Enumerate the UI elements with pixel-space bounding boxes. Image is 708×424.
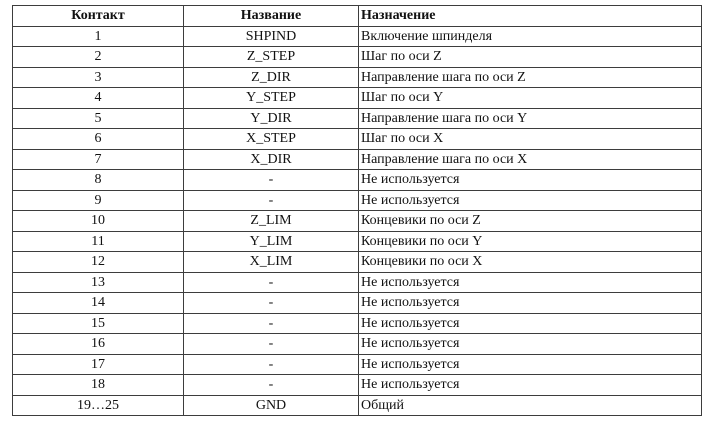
cell-contact: 11	[13, 231, 184, 252]
cell-contact: 5	[13, 108, 184, 129]
column-header-purpose: Назначение	[359, 6, 702, 27]
table-row	[13, 272, 702, 293]
column-header-contact: Контакт	[13, 6, 184, 27]
cell-contact: 9	[13, 190, 184, 211]
cell-contact: 18	[13, 375, 184, 396]
cell-name: Z_LIM	[184, 211, 359, 232]
cell-contact: 1	[13, 26, 184, 47]
cell-name: -	[184, 190, 359, 211]
cell-purpose: Не используется	[359, 375, 702, 396]
table-row	[13, 313, 702, 334]
table-row	[13, 88, 702, 109]
table-row	[13, 334, 702, 355]
column-header-name: Название	[184, 6, 359, 27]
table-row	[13, 395, 702, 416]
cell-name: Y_LIM	[184, 231, 359, 252]
cell-purpose: Концевики по оси Y	[359, 231, 702, 252]
table-row	[13, 375, 702, 396]
cell-name: -	[184, 293, 359, 314]
cell-contact: 19…25	[13, 395, 184, 416]
cell-contact: 6	[13, 129, 184, 150]
cell-contact: 10	[13, 211, 184, 232]
cell-purpose: Включение шпинделя	[359, 26, 702, 47]
cell-purpose: Шаг по оси Y	[359, 88, 702, 109]
cell-purpose: Не используется	[359, 334, 702, 355]
table-row	[13, 231, 702, 252]
cell-name: Z_STEP	[184, 47, 359, 68]
cell-purpose: Общий	[359, 395, 702, 416]
cell-purpose: Концевики по оси Z	[359, 211, 702, 232]
cell-name: SHPIND	[184, 26, 359, 47]
cell-name: X_STEP	[184, 129, 359, 150]
cell-contact: 16	[13, 334, 184, 355]
cell-contact: 2	[13, 47, 184, 68]
cell-name: X_LIM	[184, 252, 359, 273]
cell-contact: 14	[13, 293, 184, 314]
table-row	[13, 26, 702, 47]
cell-name: Y_DIR	[184, 108, 359, 129]
table-row	[13, 129, 702, 150]
cell-name: Y_STEP	[184, 88, 359, 109]
table-row	[13, 67, 702, 88]
cell-purpose: Направление шага по оси X	[359, 149, 702, 170]
table-body	[13, 26, 702, 416]
cell-purpose: Не используется	[359, 272, 702, 293]
cell-name: X_DIR	[184, 149, 359, 170]
cell-contact: 17	[13, 354, 184, 375]
cell-name: -	[184, 334, 359, 355]
table-header-row	[13, 6, 702, 27]
cell-name: -	[184, 272, 359, 293]
cell-purpose: Шаг по оси Z	[359, 47, 702, 68]
cell-contact: 4	[13, 88, 184, 109]
cell-purpose: Не используется	[359, 170, 702, 191]
cell-name: -	[184, 375, 359, 396]
cell-contact: 8	[13, 170, 184, 191]
table-row	[13, 293, 702, 314]
cell-purpose: Не используется	[359, 313, 702, 334]
table-row	[13, 170, 702, 191]
cell-contact: 12	[13, 252, 184, 273]
table-row	[13, 354, 702, 375]
cell-purpose: Не используется	[359, 293, 702, 314]
cell-purpose: Не используется	[359, 354, 702, 375]
cell-purpose: Концевики по оси X	[359, 252, 702, 273]
table-row	[13, 190, 702, 211]
cell-contact: 13	[13, 272, 184, 293]
table-row	[13, 252, 702, 273]
pinout-table	[12, 5, 702, 416]
cell-contact: 3	[13, 67, 184, 88]
table-row	[13, 108, 702, 129]
cell-name: Z_DIR	[184, 67, 359, 88]
cell-purpose: Не используется	[359, 190, 702, 211]
table-row	[13, 149, 702, 170]
cell-purpose: Шаг по оси X	[359, 129, 702, 150]
table-row	[13, 47, 702, 68]
cell-purpose: Направление шага по оси Z	[359, 67, 702, 88]
cell-contact: 15	[13, 313, 184, 334]
cell-contact: 7	[13, 149, 184, 170]
cell-name: -	[184, 313, 359, 334]
cell-name: -	[184, 354, 359, 375]
cell-name: -	[184, 170, 359, 191]
cell-purpose: Направление шага по оси Y	[359, 108, 702, 129]
cell-name: GND	[184, 395, 359, 416]
table-row	[13, 211, 702, 232]
